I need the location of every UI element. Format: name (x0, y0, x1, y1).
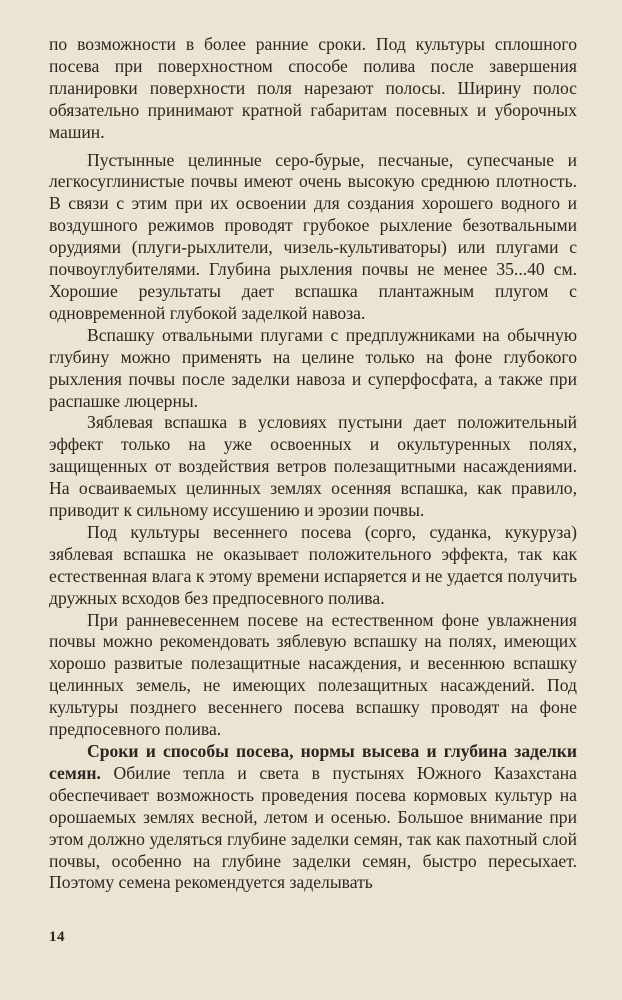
paragraph-6 (49, 610, 577, 741)
paragraph-7 (49, 741, 577, 894)
paragraph-5 (49, 522, 577, 610)
paragraph-4 (49, 412, 577, 522)
page-text (49, 34, 577, 894)
paragraph-6-text: При ранневесеннем посеве на естественном фоне увлажнения почвы можно рекомендовать зяблевую вспашку на полях, имеющих хорошо развитые полезащитные насаждения, и весеннюю вспашку целинных земель, не имеющих полезащитных насаждений. Под культуры позднего весеннего посева вспашку проводят на фоне предпосевного полива. (49, 609, 577, 740)
paragraph-2 (49, 150, 577, 325)
page-number: 14 (49, 929, 65, 945)
paragraph-2-text: Пустынные целинные серо-бурые, песчаные, супесчаные и легкосуглинистые почвы имеют очень высокую среднюю плотность. В связи с этим при их освоении для создания хорошего водного и воздушного режимов проводят грубокое рыхление безотвальными орудиями (плуги-рыхлители, чизель-культиваторы) или плугами с почвоуглубителями. Глубина рыхления почвы не менее 35...40 см. Хорошие результаты дает вспашка плантажным плугом с одновременной глубокой заделкой навоза. (49, 149, 577, 323)
paragraph-5-text: Под культуры весеннего посева (сорго, суданка, кукуруза) зяблевая вспашка не оказывает положительного эффекта, так как естественная влага к этому времени испаряется и не удается получить дружных всходов без предпосевного полива. (49, 521, 577, 608)
paragraph-1-text: по возможности в более ранние сроки. Под культуры сплошного посева при поверхностном способе полива после завершения планировки поверхности поля нарезают полосы. Ширину полос обязательно принимают кратной габаритам посевных и уборочных машин. (49, 34, 577, 142)
paragraph-7-text: Обилие тепла и света в пустынях Южного Казахстана обеспечивает возможность проведения посева кормовых культур на орошаемых землях весной, летом и осенью. Большое внимание при этом должно уделяться глубине заделки семян, так как пахотный слой почвы, особенно на глубине заделки семян, быстро пересыхает. Поэтому семена рекомендуется заделывать (49, 762, 577, 893)
section-heading: Сроки и способы посева, нормы высева и глубина заделки семян. (49, 741, 577, 783)
paragraph-3-text: Вспашку отвальными плугами с предплужниками на обычную глубину можно применять на целине только на фоне глубокого рыхления почвы после заделки навоза и суперфосфата, а также при распашке люцерны. (49, 324, 577, 411)
paragraph-3 (49, 325, 577, 413)
paragraph-4-text: Зяблевая вспашка в условиях пустыни дает положительный эффект только на уже освоенных и окультуренных полях, защищенных от воздействия ветров полезащитными насаждениями. На осваиваемых целинных землях осенняя вспашка, как правило, приводит к сильному иссушению и эрозии почвы. (49, 412, 577, 521)
paragraph-1 (49, 34, 577, 144)
